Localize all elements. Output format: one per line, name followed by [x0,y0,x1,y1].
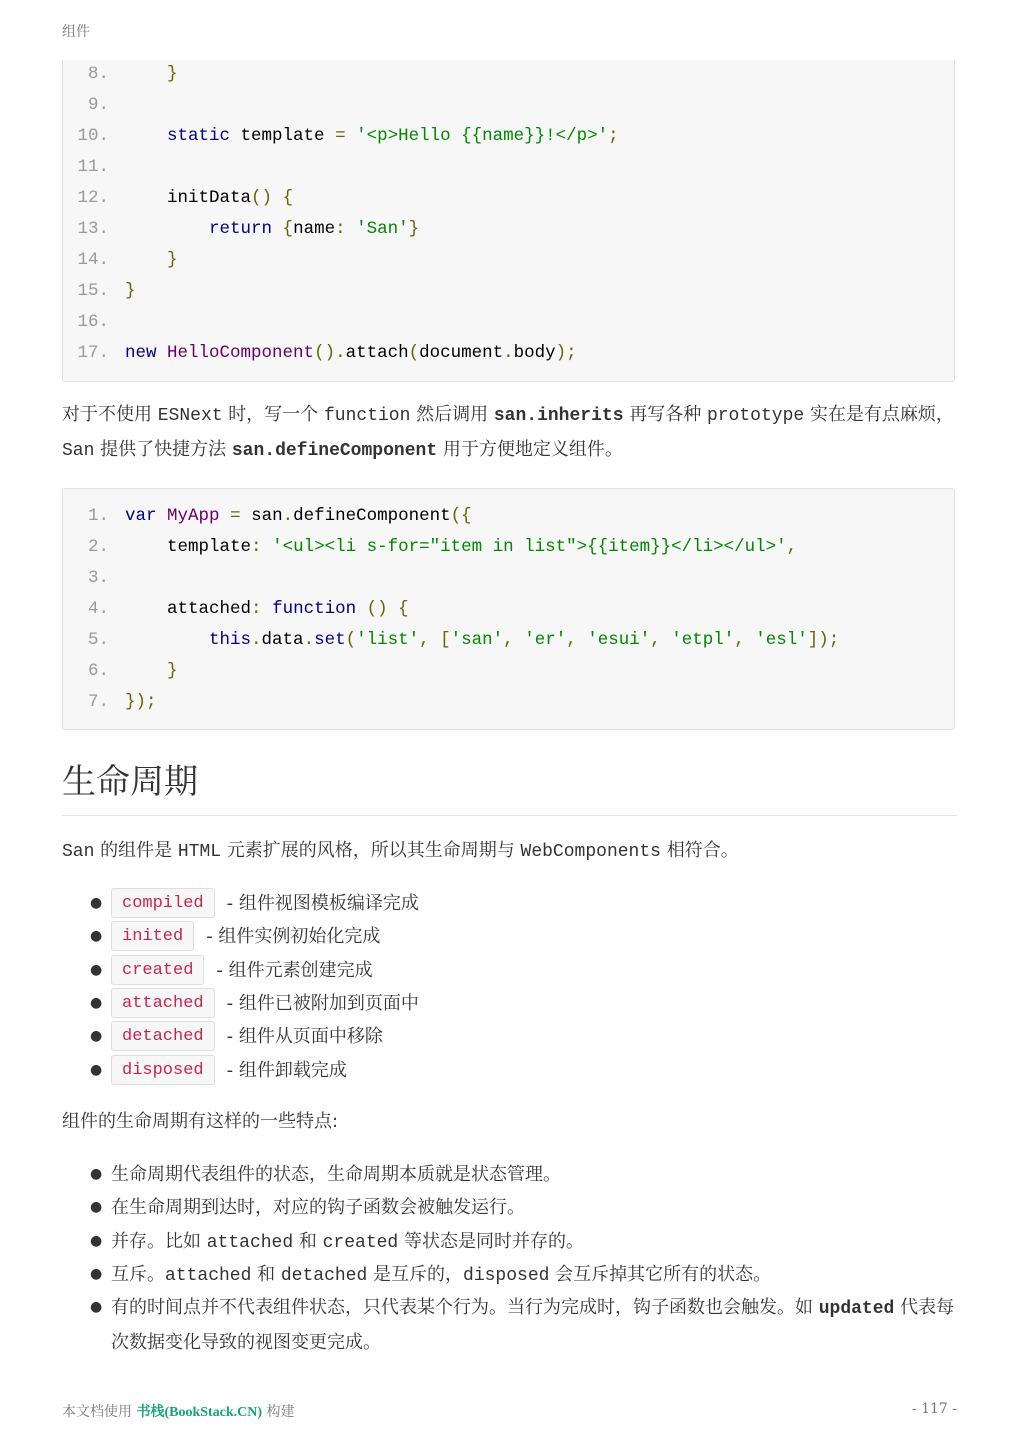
code-text [125,657,178,685]
code-token [346,219,357,239]
line-number: 1. [87,506,109,526]
text-run: 再写各种 [623,404,707,425]
code-token: (). [314,343,346,363]
line-number: 14. [77,250,109,270]
code-token: : [251,537,262,557]
code-token: 'esui' [587,630,651,650]
code-token: 'er' [524,630,567,650]
lifecycle-name-code: attached [111,988,215,1018]
inline-code: function [324,406,411,426]
bullet-icon: ● [90,961,103,978]
line-number: 12. [77,188,109,208]
text-run: 时，写一个 [222,404,324,425]
code-token: , [566,630,588,650]
code-token: 'etpl' [671,630,735,650]
inline-bold: updated [818,1299,895,1319]
code-token: '<ul><li s-for="item in list">{{item}}</li></ul>' [272,537,787,557]
inline-bold: san.defineComponent [231,441,438,461]
paragraph-lifecycle-intro [62,834,957,869]
code-token: . [251,630,262,650]
header-chapter-label: 组件 [62,24,90,40]
inline-code: San [62,441,95,461]
line-number: 15. [77,281,109,301]
line-number: 6. [87,661,109,681]
bullet-icon: ● [90,1028,103,1045]
line-number: 9. [87,95,109,115]
inline-code: San [62,842,95,862]
footer-bookstack-link[interactable]: 书栈(BookStack.CN) [136,1405,263,1420]
code-token: body [513,343,556,363]
code-token: new [125,343,157,363]
code-token: var [125,506,157,526]
footer-prefix: 本文档使用 [62,1404,137,1420]
line-number: 16. [77,312,109,332]
code-token: } [167,64,178,84]
code-token: 'San' [356,219,409,239]
code-token: initData [125,188,252,208]
code-token: { [282,188,294,208]
code-token: 'esl' [755,630,808,650]
text-run: 和 [293,1231,323,1252]
code-text [125,60,178,88]
code-token [272,188,283,208]
text-run: 代表每次数据变化导致的视图变更完成。 [111,1297,955,1353]
feature-text [111,1291,957,1359]
bullet-icon: ● [90,928,103,945]
inline-bold: san.inherits [493,406,624,426]
lifecycle-description: - 组件元素创建完成 [216,959,373,981]
text-run: 生命周期代表组件的状态，生命周期本质就是状态管理。 [111,1164,561,1185]
code-token: , [419,630,441,650]
code-token: . [503,343,514,363]
code-token: '<p>Hello {{name}}!</p>' [356,126,609,146]
code-token: return [209,219,273,239]
code-token: { [398,599,409,619]
text-run: 在生命周期到达时，对应的钩子函数会被触发运行。 [111,1197,525,1218]
line-number: 8. [87,64,109,84]
lifecycle-name-code: detached [111,1021,215,1051]
code-token [125,219,209,239]
code-token: = [230,506,241,526]
line-number: 10. [77,126,109,146]
code-text [125,502,472,530]
code-text [125,339,577,367]
code-token: function [272,599,357,619]
code-token: () [366,599,388,619]
code-token [388,599,399,619]
bullet-icon: ● [90,1061,103,1078]
feature-text [111,1191,957,1224]
text-run: 和 [251,1264,281,1285]
text-run: 并存。比如 [111,1231,207,1252]
paragraph-define-component [62,398,957,468]
code-token: ( [345,630,357,650]
line-number: 5. [87,630,109,650]
lifecycle-name-code: inited [111,921,194,951]
line-number: 7. [87,692,109,712]
code-text [125,122,619,150]
feature-text [111,1225,957,1260]
code-token: this [209,630,252,650]
inline-code: prototype [706,406,805,426]
text-run: 有的时间点并不代表组件状态，只代表某个行为。当行为完成时，钩子函数也会触发。如 [111,1297,819,1318]
text-run: 是互斥的， [367,1264,464,1285]
lifecycle-item [90,920,380,953]
code-token: . [303,630,315,650]
bullet-icon: ● [90,895,103,911]
code-text [125,246,178,274]
lifecycle-description: - 组件已被附加到页面中 [226,992,419,1014]
code-token [272,219,283,239]
code-token: 'san' [450,630,504,650]
bullet-icon: ● [90,1299,103,1315]
code-text [125,626,839,654]
inline-code: WebComponents [520,842,661,862]
code-token [262,599,273,619]
text-run: 会互斥掉其它所有的状态。 [549,1264,772,1285]
code-token [157,506,168,526]
footer-page-number: - 117 - [911,1401,957,1417]
code-token: template [230,126,336,146]
feature-text [111,1158,957,1191]
text-run: 互斥。 [111,1264,165,1285]
inline-code: detached [280,1266,368,1286]
footer-suffix: 构建 [262,1404,295,1420]
code-token: defineComponent [293,506,451,526]
bullet-icon: ● [90,1233,103,1249]
code-token [262,537,273,557]
code-token: name [293,219,336,239]
code-token: . [282,506,294,526]
lifecycle-item [90,1054,347,1087]
lifecycle-name-code: created [111,955,204,985]
bullet-icon: ● [90,1166,103,1182]
line-number: 2. [87,537,109,557]
inline-code: attached [165,1266,252,1286]
lifecycle-item [90,987,419,1020]
inline-code: HTML [177,842,222,862]
bullet-icon: ● [90,1199,103,1215]
code-text [125,595,409,623]
lifecycle-item [90,887,419,920]
code-token: , [503,630,525,650]
code-token: = [335,126,346,146]
lifecycle-item [90,1020,383,1053]
code-token: template [125,537,252,557]
text-run: 相符合。 [660,840,739,861]
code-token: ); [555,343,577,363]
lifecycle-description: - 组件实例初始化完成 [206,926,381,948]
code-token: set [314,630,346,650]
code-token: static [167,126,231,146]
text-run: 对于不使用 [62,404,158,425]
code-token: } [408,219,420,239]
line-number: 3. [87,568,109,588]
code-token: attached [125,599,252,619]
lifecycle-item [90,954,373,987]
text-run: 提供了快捷方法 [94,439,232,460]
code-token: 'list' [356,630,420,650]
lifecycle-name-code: compiled [111,888,215,918]
code-token [356,599,367,619]
code-token: } [125,281,136,301]
code-token: ]); [807,630,840,650]
code-token: } [167,250,178,270]
text-run: 实在是有点麻烦， [804,404,954,425]
code-text [125,688,157,716]
code-token: () [251,188,273,208]
code-block-define-component [62,488,955,730]
code-token: MyApp [167,506,220,526]
text-run: 用于方便地定义组件。 [437,439,623,460]
code-token: : [335,219,346,239]
code-block-class-component [62,60,955,382]
lifecycle-name-code: disposed [111,1055,215,1085]
code-token: { [282,219,294,239]
text-run: 然后调用 [410,404,494,425]
code-token: [ [440,630,451,650]
code-token: HelloComponent [167,343,315,363]
inline-code: attached [206,1233,294,1253]
code-token [346,126,357,146]
code-token: , [786,537,798,557]
code-token [125,64,167,84]
code-token: attach [345,343,409,363]
inline-code: created [322,1233,399,1253]
bullet-icon: ● [90,1266,103,1282]
code-text [125,277,136,305]
code-token [125,661,167,681]
text-run: 元素扩展的风格，所以其生命周期与 [221,840,521,861]
code-token: data [261,630,304,650]
code-token: }); [125,692,157,712]
code-text [125,184,293,212]
inline-code: ESNext [157,406,223,426]
line-number: 17. [77,343,109,363]
feature-text [111,1258,957,1293]
code-token: ( [408,343,420,363]
section-divider [62,815,957,816]
footer-credit [62,1401,295,1421]
code-token: document [419,343,504,363]
bullet-icon: ● [90,994,103,1011]
code-token: , [734,630,756,650]
line-number: 13. [77,219,109,239]
section-title-lifecycle: 生命周期 [62,762,198,802]
code-token: san [240,506,283,526]
code-token: , [650,630,672,650]
code-token: : [251,599,262,619]
features-intro: 组件的生命周期有这样的一些特点: [62,1111,339,1132]
code-token [125,126,167,146]
code-token [125,250,167,270]
code-token [125,630,209,650]
lifecycle-description: - 组件卸载完成 [226,1059,347,1081]
code-token [220,506,231,526]
code-token: ; [608,126,619,146]
line-number: 11. [77,157,109,177]
code-text [125,533,797,561]
code-token: } [167,661,178,681]
text-run: 的组件是 [94,840,178,861]
inline-code: disposed [463,1266,550,1286]
lifecycle-description: - 组件视图模板编译完成 [226,893,419,914]
text-run: 等状态是同时并存的。 [398,1231,584,1252]
code-token: ({ [450,506,472,526]
code-token [157,343,168,363]
code-text [125,215,419,243]
lifecycle-description: - 组件从页面中移除 [226,1026,383,1048]
line-number: 4. [87,599,109,619]
